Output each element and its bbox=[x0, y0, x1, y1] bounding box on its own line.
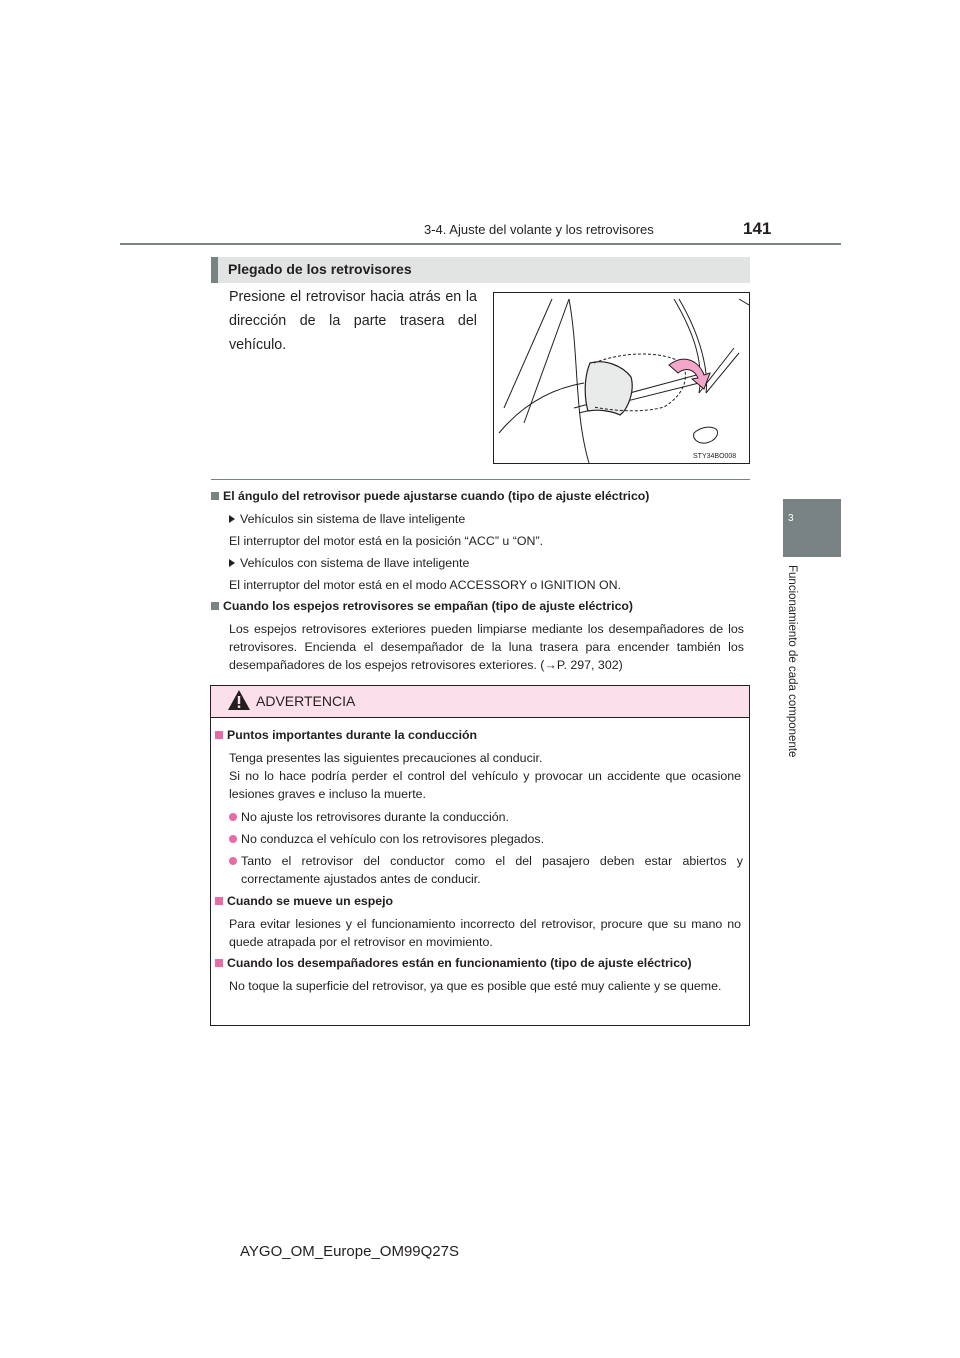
warning-bullet: No ajuste los retrovisores durante la conducción. bbox=[229, 808, 741, 826]
note-heading-mirror-angle: El ángulo del retrovisor puede ajustarse cuando (tipo de ajuste eléctrico) bbox=[211, 489, 751, 503]
warning-paragraph: Tenga presentes las siguientes precauciones al conducir. bbox=[229, 751, 543, 765]
dot-bullet-icon bbox=[229, 835, 237, 843]
intro-text: Presione el retrovisor hacia atrás en la dirección de la parte trasera del vehículo. bbox=[229, 289, 477, 353]
warning-paragraph: No toque la superficie del retrovisor, ya que es posible que esté muy caliente y se queme. bbox=[229, 979, 722, 993]
square-bullet-icon bbox=[211, 492, 219, 500]
warning-bullet: No conduzca el vehículo con los retrovisores plegados. bbox=[229, 830, 741, 848]
warning-triangle-icon bbox=[227, 689, 251, 711]
warning-paragraph: Si no lo hace podría perder el control del vehículo y provocar un accidente que ocasione lesiones graves e incluso la muerte. bbox=[229, 769, 741, 801]
warning-section-heading: Cuando se mueve un espejo bbox=[215, 894, 745, 908]
square-bullet-icon bbox=[211, 602, 219, 610]
document-id: AYGO_OM_Europe_OM99Q27S bbox=[240, 1243, 459, 1260]
chapter-number: 3 bbox=[788, 513, 794, 524]
triangle-bullet-icon bbox=[229, 515, 235, 523]
warning-bullet: Tanto el retrovisor del conductor como el del pasajero deben estar abiertos y correctamente ajustados antes de conducir. bbox=[229, 852, 743, 888]
dot-bullet-icon bbox=[229, 857, 237, 865]
page-number: 141 bbox=[743, 219, 772, 238]
chapter-tab bbox=[783, 499, 841, 557]
section-divider bbox=[211, 479, 750, 480]
note-paragraph: El interruptor del motor está en la posición “ACC” u “ON”. bbox=[229, 534, 544, 548]
square-bullet-icon bbox=[215, 731, 223, 739]
chapter-label: Funcionamiento de cada componente bbox=[786, 565, 798, 758]
note-paragraph: El interruptor del motor está en el modo ACCESSORY o IGNITION ON. bbox=[229, 578, 622, 592]
dot-bullet-icon bbox=[229, 813, 237, 821]
note-heading-mirror-fog: Cuando los espejos retrovisores se empañan (tipo de ajuste eléctrico) bbox=[211, 599, 751, 613]
warning-section-heading: Cuando los desempañadores están en funcionamiento (tipo de ajuste eléctrico) bbox=[215, 956, 749, 970]
warning-title: ADVERTENCIA bbox=[256, 693, 356, 709]
note-paragraph: Los espejos retrovisores exteriores pueden limpiarse mediante los desempañadores de los retrovisores. Encienda el desempañador de la luna trasera para encender también los desempañadores de los espejos retrovisores exteriores. (→P. 297, 302) bbox=[229, 622, 744, 672]
warning-paragraph: Para evitar lesiones y el funcionamiento incorrecto del retrovisor, procure que su mano no quede atrapada por el retrovisor en movimiento. bbox=[229, 917, 741, 949]
note-sub-bullet: Vehículos con sistema de llave inteligente bbox=[229, 554, 749, 572]
section-title: 3-4. Ajuste del volante y los retrovisores bbox=[424, 222, 654, 237]
warning-header bbox=[211, 686, 749, 718]
header-rule bbox=[120, 243, 841, 245]
square-bullet-icon bbox=[215, 897, 223, 905]
square-bullet-icon bbox=[215, 959, 223, 967]
triangle-bullet-icon bbox=[229, 559, 235, 567]
warning-section-heading: Puntos importantes durante la conducción bbox=[215, 728, 745, 742]
warning-box bbox=[210, 685, 750, 1026]
figure-code: STY34BO008 bbox=[693, 453, 737, 460]
mirror-folding-figure bbox=[493, 292, 750, 464]
section-heading: Plegado de los retrovisores bbox=[211, 257, 750, 283]
mirror-illustration bbox=[494, 293, 749, 463]
note-sub-bullet: Vehículos sin sistema de llave inteligente bbox=[229, 510, 749, 528]
